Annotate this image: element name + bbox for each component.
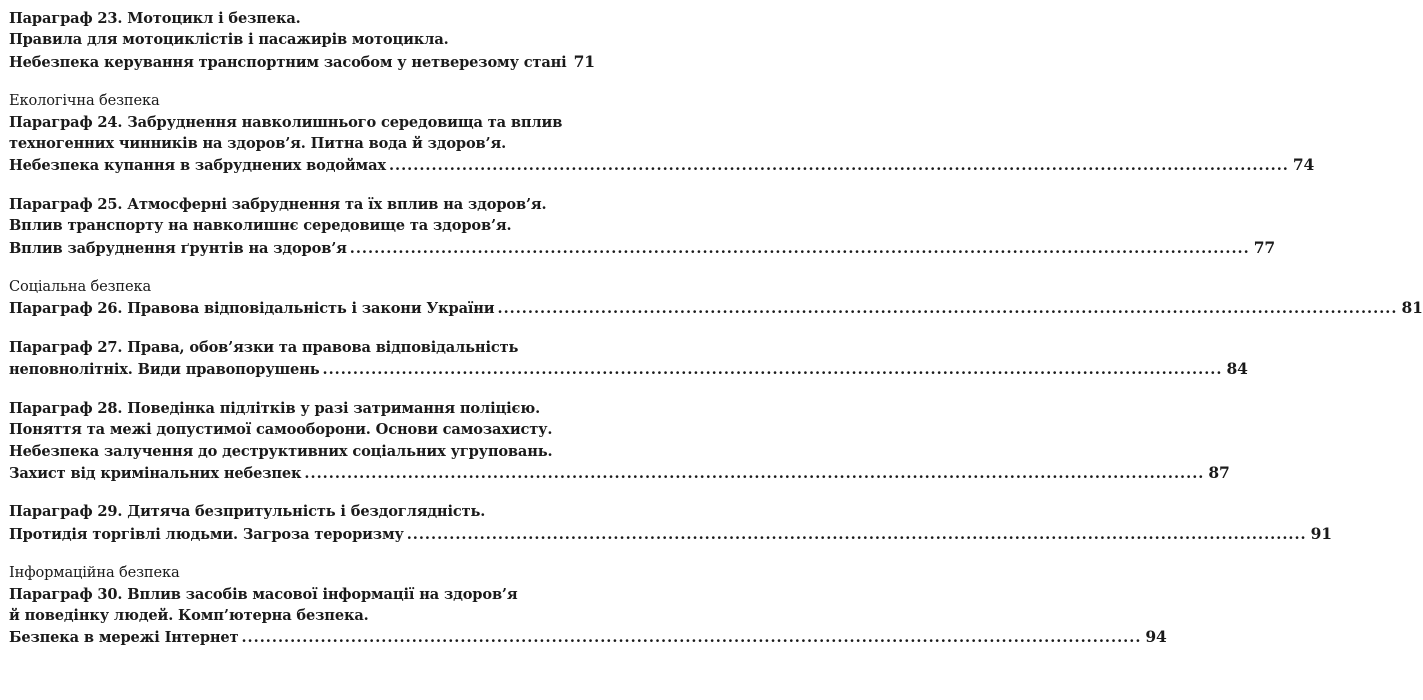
dot-leader: .................................................................................................................................................... bbox=[304, 464, 1205, 482]
toc-line: Параграф 26. Правова відповідальність і закони України bbox=[9, 300, 495, 318]
page-number: 87 bbox=[1208, 462, 1230, 482]
toc-entry-29 bbox=[9, 501, 1332, 545]
page-number: 77 bbox=[1253, 237, 1275, 257]
toc-leader-line bbox=[9, 154, 1315, 176]
toc-line: Безпека в мережі Інтернет bbox=[9, 629, 239, 647]
toc-entry-28 bbox=[9, 398, 1230, 485]
toc-leader-line bbox=[9, 626, 1167, 648]
toc-line: неповнолітніх. Види правопорушень bbox=[9, 361, 320, 379]
toc-leader-line bbox=[9, 297, 1423, 319]
page-number: 71 bbox=[573, 51, 595, 71]
toc-entry-27 bbox=[9, 337, 1248, 381]
page-number: 91 bbox=[1310, 523, 1332, 543]
toc-leader-line bbox=[9, 51, 595, 73]
toc-line: Параграф 28. Поведінка підлітків у разі затримання поліцією. bbox=[9, 399, 541, 417]
toc-entry-23 bbox=[9, 8, 595, 73]
toc-leader-line bbox=[9, 523, 1332, 545]
toc-line: Небезпека керування транспортним засобом у нетверезому стані bbox=[9, 53, 567, 71]
toc-line: Небезпека залучення до деструктивних соціальних угруповань. bbox=[9, 442, 553, 460]
toc-line: й поведінку людей. Комп’ютерна безпека. bbox=[9, 606, 369, 624]
page-number: 74 bbox=[1292, 155, 1315, 175]
section-heading-information: Інформаційна безпека bbox=[9, 564, 180, 582]
page-number: 81 bbox=[1401, 298, 1423, 318]
toc-line: Протидія торгівлі людьми. Загроза тероризму bbox=[9, 525, 404, 543]
table-of-contents bbox=[9, 8, 1423, 666]
page-number: 94 bbox=[1145, 627, 1167, 647]
toc-entry-24 bbox=[9, 90, 1315, 177]
toc-entry-26 bbox=[9, 276, 1423, 320]
dot-leader: .................................................................................................................................................... bbox=[406, 525, 1307, 543]
dot-leader: .................................................................................................................................................... bbox=[388, 157, 1289, 175]
toc-line: Правила для мотоциклістів і пасажирів мотоцикла. bbox=[9, 31, 449, 49]
toc-entry-30 bbox=[9, 562, 1167, 649]
toc-line: Параграф 29. Дитяча безпритульність і бездоглядність. bbox=[9, 503, 486, 521]
toc-line: Параграф 23. Мотоцикл і безпека. bbox=[9, 10, 301, 27]
toc-line: Параграф 27. Права, обов’язки та правова відповідальність bbox=[9, 338, 519, 356]
toc-line: техногенних чинників на здоров’я. Питна вода й здоров’я. bbox=[9, 135, 507, 153]
toc-leader-line bbox=[9, 237, 1275, 259]
toc-entry-25 bbox=[9, 194, 1275, 259]
section-heading-social: Соціальна безпека bbox=[9, 278, 152, 296]
dot-leader: .................................................................................................................................................... bbox=[497, 300, 1398, 318]
dot-leader: .................................................................................................................................................... bbox=[241, 629, 1142, 647]
toc-line: Вплив забруднення ґрунтів на здоров’я bbox=[9, 239, 347, 257]
toc-line: Параграф 24. Забруднення навколишнього середовища та вплив bbox=[9, 113, 563, 131]
section-heading-ecological: Екологічна безпека bbox=[9, 92, 160, 110]
dot-leader: .................................................................................................................................................... bbox=[349, 239, 1250, 257]
page-number: 84 bbox=[1226, 359, 1248, 379]
toc-line: Параграф 25. Атмосферні забруднення та їх вплив на здоров’я. bbox=[9, 195, 547, 213]
dot-leader: .................................................................................................................................................... bbox=[322, 361, 1223, 379]
toc-line: Поняття та межі допустимої самооборони. Основи самозахисту. bbox=[9, 421, 553, 439]
toc-leader-line bbox=[9, 462, 1230, 484]
toc-leader-line bbox=[9, 358, 1248, 380]
toc-line: Вплив транспорту на навколишнє середовище та здоров’я. bbox=[9, 217, 512, 235]
toc-line: Параграф 30. Вплив засобів масової інформації на здоров’я bbox=[9, 585, 518, 603]
toc-line: Небезпека купання в забруднених водоймах bbox=[9, 157, 386, 175]
toc-line: Захист від кримінальних небезпек bbox=[9, 464, 302, 482]
